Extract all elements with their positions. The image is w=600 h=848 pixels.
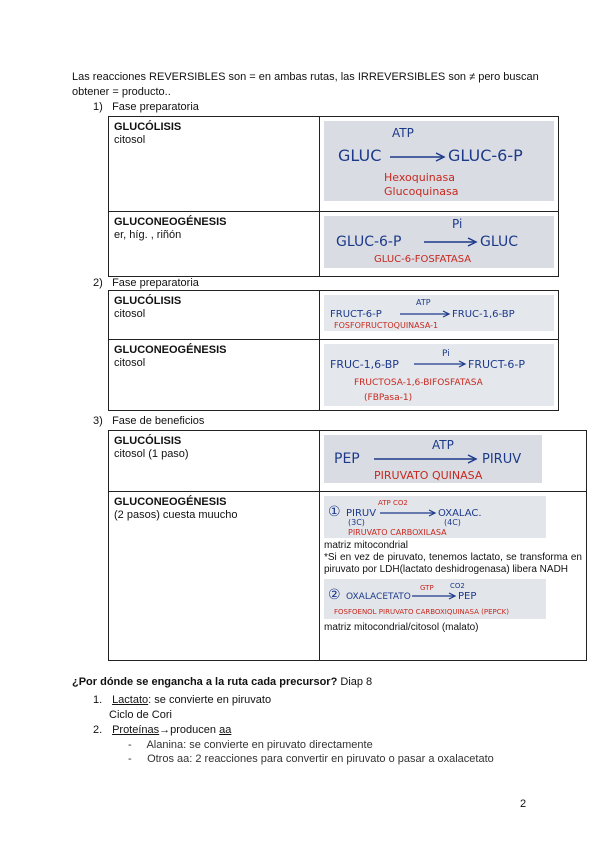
handwritten-reaction-image bbox=[324, 496, 546, 538]
sublist-item: - Alanina: se convierte en piruvato directamente bbox=[128, 739, 373, 751]
handwritten-reaction-image bbox=[324, 295, 554, 331]
handwritten-reaction-image bbox=[324, 435, 542, 483]
cell-glucolisis-1: GLUCÓLISIS citosol bbox=[109, 117, 320, 212]
cell-glucolisis-2: GLUCÓLISIS citosol bbox=[109, 291, 320, 340]
cell-hw-3b bbox=[320, 492, 587, 661]
cell-hw-1b bbox=[320, 212, 559, 277]
cell-gluconeogenesis-1: GLUCONEOGÉNESIS er, híg. , riñón bbox=[109, 212, 320, 277]
question-heading: ¿Por dónde se engancha a la ruta cada precursor? Diap 8 bbox=[72, 676, 373, 688]
handwritten-reaction-image bbox=[324, 579, 546, 619]
svg-text:FRUC-1,6-BP: FRUC-1,6-BP bbox=[452, 309, 515, 320]
cell-hw-3a bbox=[320, 431, 587, 492]
table-section-2 bbox=[108, 290, 559, 411]
svg-text:PIRUV: PIRUV bbox=[346, 508, 377, 519]
intro-paragraph: Las reacciones REVERSIBLES son = en ambas rutas, las IRREVERSIBLES son ≠ pero buscan obtener = producto.. bbox=[72, 71, 539, 98]
handwritten-reaction-image bbox=[324, 344, 554, 406]
svg-text:GLUC-6-P: GLUC-6-P bbox=[336, 234, 402, 250]
svg-text:FOSFOENOL PIRUVATO CARBOXIQUIN: FOSFOENOL PIRUVATO CARBOXIQUINASA (PEPCK) bbox=[334, 608, 509, 616]
svg-text:FRUCT-6-P: FRUCT-6-P bbox=[468, 358, 525, 371]
svg-text:OXALAC.: OXALAC. bbox=[438, 508, 482, 519]
svg-text:FRUCTOSA-1,6-BIFOSFATASA: FRUCTOSA-1,6-BIFOSFATASA bbox=[354, 378, 483, 388]
svg-text:PEP: PEP bbox=[458, 591, 477, 602]
svg-text:①: ① bbox=[328, 504, 341, 520]
section-3-title: 3) Fase de beneficios bbox=[93, 415, 205, 427]
list-item: 1. Lactato: se convierte en piruvato bbox=[93, 694, 272, 706]
cell-gluconeogenesis-2: GLUCONEOGÉNESIS citosol bbox=[109, 340, 320, 411]
svg-text:FRUCT-6-P: FRUCT-6-P bbox=[330, 309, 382, 320]
svg-text:ATP: ATP bbox=[416, 298, 431, 307]
cell-hw-2a bbox=[320, 291, 559, 340]
svg-text:CO2: CO2 bbox=[450, 582, 465, 590]
page-number: 2 bbox=[520, 798, 527, 810]
cell-glucolisis-3: GLUCÓLISIS citosol (1 paso) bbox=[109, 431, 320, 492]
svg-text:FRUC-1,6-BP: FRUC-1,6-BP bbox=[330, 358, 399, 371]
svg-text:ATP: ATP bbox=[392, 126, 414, 140]
svg-text:ATP CO2: ATP CO2 bbox=[378, 499, 408, 507]
note-location-1: matriz mitocondrial bbox=[324, 540, 408, 551]
section-1-title: 1) Fase preparatoria bbox=[93, 101, 199, 113]
table-section-3 bbox=[108, 430, 587, 661]
svg-text:FOSFOFRUCTOQUINASA-1: FOSFOFRUCTOQUINASA-1 bbox=[334, 321, 439, 330]
table-section-1 bbox=[108, 116, 559, 277]
svg-text:Pi: Pi bbox=[442, 349, 450, 359]
svg-text:PIRUVATO CARBOXILASA: PIRUVATO CARBOXILASA bbox=[348, 528, 447, 537]
cell-gluconeogenesis-3: GLUCONEOGÉNESIS (2 pasos) cuesta muucho bbox=[109, 492, 320, 661]
svg-text:GTP: GTP bbox=[420, 584, 434, 592]
handwritten-reaction-image bbox=[324, 216, 554, 268]
svg-text:Glucoquinasa: Glucoquinasa bbox=[384, 185, 459, 198]
svg-text:Pi: Pi bbox=[452, 217, 463, 231]
svg-text:GLUC-6-FOSFATASA: GLUC-6-FOSFATASA bbox=[374, 254, 472, 265]
section-2-title: 2) Fase preparatoria bbox=[93, 277, 199, 289]
note-location-2: matriz mitocondrial/citosol (malato) bbox=[324, 622, 479, 633]
svg-text:PIRUV: PIRUV bbox=[482, 452, 522, 467]
svg-text:OXALACETATO: OXALACETATO bbox=[346, 592, 411, 602]
handwritten-reaction-image bbox=[324, 121, 554, 201]
svg-text:Hexoquinasa: Hexoquinasa bbox=[384, 171, 455, 184]
svg-text:(FBPasa-1): (FBPasa-1) bbox=[364, 393, 413, 403]
svg-text:(4C): (4C) bbox=[444, 518, 461, 527]
svg-text:(3C): (3C) bbox=[348, 518, 365, 527]
sublist-item: - Otros aa: 2 reacciones para convertir en piruvato o pasar a oxalacetato bbox=[128, 753, 494, 765]
svg-text:PIRUVATO QUINASA: PIRUVATO QUINASA bbox=[374, 469, 483, 482]
svg-text:GLUC: GLUC bbox=[480, 234, 518, 250]
svg-text:PEP: PEP bbox=[334, 451, 360, 467]
svg-text:②: ② bbox=[328, 587, 341, 603]
svg-text:GLUC-6-P: GLUC-6-P bbox=[448, 146, 523, 165]
cell-hw-1a bbox=[320, 117, 559, 212]
cell-hw-2b bbox=[320, 340, 559, 411]
svg-text:GLUC: GLUC bbox=[338, 146, 382, 165]
svg-text:ATP: ATP bbox=[432, 438, 454, 452]
note-lactato: *Si en vez de piruvato, tenemos lactato, se transforma en piruvato por LDH(lactato deshidrogenasa) libera NADH bbox=[324, 552, 582, 575]
list-item: 2. Proteínas→producen aa bbox=[93, 724, 232, 736]
list-item-extra: Ciclo de Cori bbox=[109, 709, 172, 721]
